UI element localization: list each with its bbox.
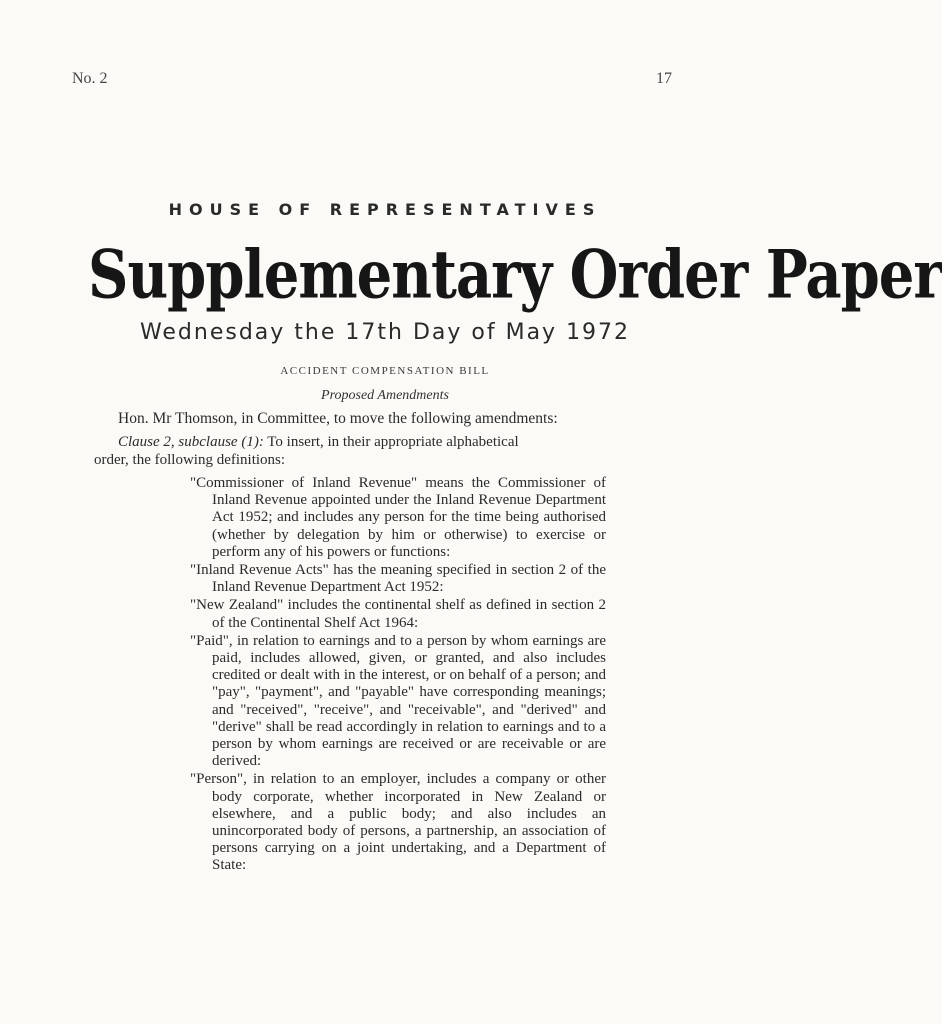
clause-text-continued: order, the following definitions: bbox=[94, 452, 286, 468]
page-number: 17 bbox=[656, 70, 672, 87]
bill-name: ACCIDENT COMPENSATION BILL bbox=[280, 365, 490, 377]
clause-text: To insert, in their appropriate alphabetical bbox=[267, 434, 519, 450]
house-heading: HOUSE OF REPRESENTATIVES bbox=[168, 200, 602, 219]
definitions-list bbox=[190, 475, 606, 876]
definition-new-zealand: "New Zealand" includes the continental shelf as defined in section 2 of the Continental Shelf Act 1964: bbox=[190, 597, 606, 631]
definition-inland-revenue-acts: "Inland Revenue Acts" has the meaning specified in section 2 of the Inland Revenue Department Act 1952: bbox=[190, 562, 606, 596]
document-date: Wednesday the 17th Day of May 1972 bbox=[139, 320, 631, 345]
definition-paid: "Paid", in relation to earnings and to a person by whom earnings are paid, includes allowed, given, or granted, and also includes credited or dealt with in the interest, or on behalf of a person; and "pay", "payment", and "payable" have corresponding meanings; and "received", "receive", and "receivable", and "derived" and "derive" shall be read accordingly in relation to earnings and to a person by whom earnings are received or are receivable or are derived: bbox=[190, 632, 606, 770]
clause-reference: Clause 2, subclause (1): bbox=[118, 434, 264, 450]
mover-statement: Hon. Mr Thomson, in Committee, to move the following amendments: bbox=[118, 410, 558, 427]
paper-number: No. 2 bbox=[72, 70, 108, 87]
document-title: Supplementary Order Paper bbox=[88, 236, 942, 314]
proposed-amendments-heading: Proposed Amendments bbox=[321, 388, 449, 403]
definition-commissioner: "Commissioner of Inland Revenue" means the Commissioner of Inland Revenue appointed under the Inland Revenue Department Act 1952; and includes any person for the time being authorised (whether by delegation by him or otherwise) to exercise or perform any of his powers or functions: bbox=[190, 475, 606, 560]
definition-person: "Person", in relation to an employer, includes a company or other body corporate, whether incorporated in New Zealand or elsewhere, and a public body; and also includes an unincorporated body of persons, a partnership, an association of persons carrying on a joint undertaking, and a Department of State: bbox=[190, 771, 606, 874]
clause-instruction bbox=[94, 433, 638, 469]
